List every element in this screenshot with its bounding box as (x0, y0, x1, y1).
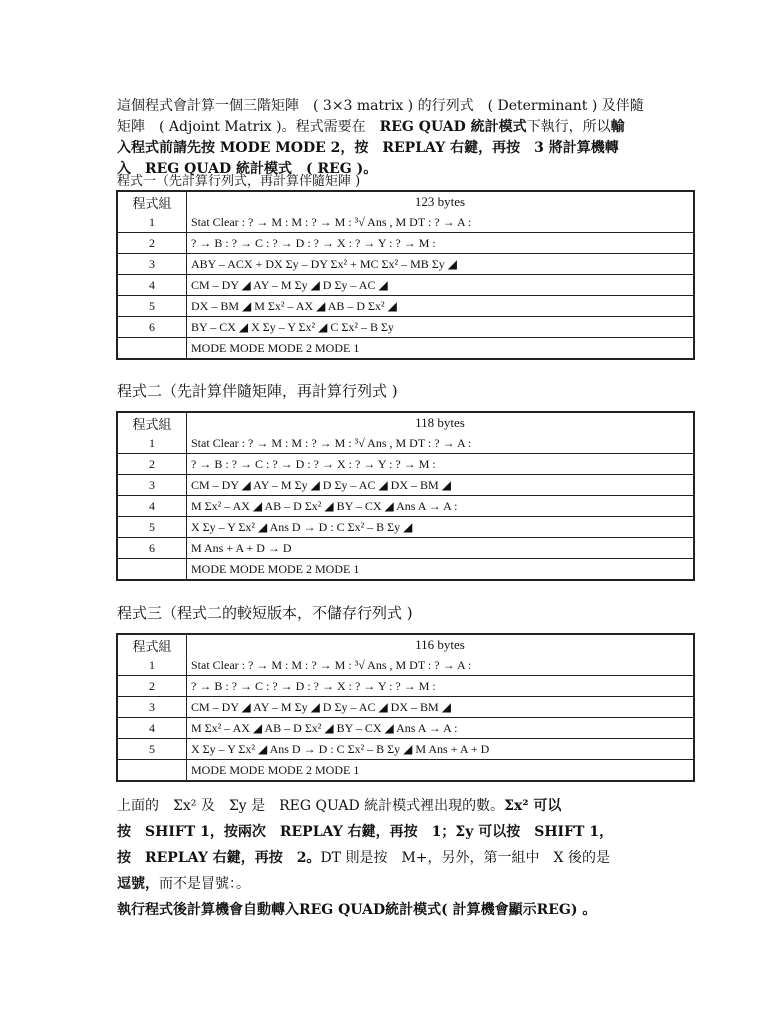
group-number-cell: 2 (118, 676, 187, 697)
code-cell: X Σy – Y Σx² ◢ Ans D → D : C Σx² – B Σy ◢ M Ans + A + D (187, 739, 693, 760)
table-row (118, 275, 693, 296)
group-number-cell (118, 338, 187, 358)
group-number-cell: 3 (118, 697, 187, 718)
group-number-cell (118, 760, 187, 780)
table-row (118, 676, 693, 697)
footer-text-bold: 按 REPLAY 右鍵，再按 2。 (117, 850, 321, 866)
intro-line-1: 這個程式會計算一個三階矩陣 ( 3×3 matrix ) 的行列式 ( Determinant ) 及伴隨 (117, 98, 644, 114)
program1-note: 程式一（先計算行列式，再計算伴隨矩陣 ) (117, 174, 361, 189)
footer-line-5: 執行程式後計算機會自動轉入REG QUAD統計模式( 計算機會顯示REG) 。 (117, 902, 597, 918)
intro-text-bold: 輸 (610, 119, 625, 135)
bytes-header: 116 bytes (187, 635, 693, 655)
footer-text: 上面的 Σx² 及 Σy 是 REG QUAD 統計模式裡出現的數。 (117, 798, 505, 814)
table-header-row (118, 192, 693, 212)
intro-text: 矩陣 ( Adjoint Matrix )。程式需要在 (117, 119, 380, 135)
group-number-cell: 3 (118, 475, 187, 496)
footer-text-bold: 逗號， (117, 876, 159, 892)
footer-line-4 (117, 871, 657, 897)
group-number-cell: 3 (118, 254, 187, 275)
intro-line-3: 入程式前請先按 MODE MODE 2，按 REPLAY 右鍵，再按 3 將計算機轉 (117, 140, 619, 156)
group-header: 程式組 (118, 413, 187, 433)
table-row (118, 296, 693, 317)
group-number-cell: 1 (118, 212, 187, 233)
bytes-header: 123 bytes (187, 192, 693, 212)
code-cell: M Σx² – AX ◢ AB – D Σx² ◢ BY – CX ◢ Ans A → A : (187, 718, 693, 739)
group-number-cell: 4 (118, 718, 187, 739)
code-cell: Stat Clear : ? → M : M : ? → M : ³√ Ans , M DT : ? → A : (187, 212, 693, 233)
table-row (118, 718, 693, 739)
group-number-cell: 4 (118, 275, 187, 296)
code-cell: Stat Clear : ? → M : M : ? → M : ³√ Ans , M DT : ? → A : (187, 433, 693, 454)
code-cell: Stat Clear : ? → M : M : ? → M : ³√ Ans , M DT : ? → A : (187, 655, 693, 676)
code-cell: ? → B : ? → C : ? → D : ? → X : ? → Y : ? → M : (187, 233, 693, 254)
footer-text-bold: Σx² 可以 (504, 798, 562, 814)
code-cell: M Ans + A + D → D (187, 538, 693, 559)
group-number-cell: 4 (118, 496, 187, 517)
group-number-cell: 1 (118, 433, 187, 454)
group-number-cell: 5 (118, 517, 187, 538)
table-row (118, 338, 693, 358)
group-number-cell: 6 (118, 317, 187, 338)
program2-table (116, 411, 695, 581)
table-row (118, 697, 693, 718)
intro-line-2 (117, 117, 657, 138)
code-cell: CM – DY ◢ AY – M Σy ◢ D Σy – AC ◢ DX – BM ◢ (187, 475, 693, 496)
footer-line-3 (117, 845, 657, 871)
code-cell: MODE MODE MODE 2 MODE 1 (187, 338, 693, 358)
code-cell: X Σy – Y Σx² ◢ Ans D → D : C Σx² – B Σy ◢ (187, 517, 693, 538)
table-row (118, 760, 693, 780)
group-number-cell: 5 (118, 296, 187, 317)
code-cell: CM – DY ◢ AY – M Σy ◢ D Σy – AC ◢ DX – BM ◢ (187, 697, 693, 718)
footer-text: DT 則是按 M+，另外，第一組中 X 後的是 (320, 850, 610, 866)
group-number-cell (118, 559, 187, 579)
table-header-row (118, 635, 693, 655)
code-cell: DX – BM ◢ M Σx² – AX ◢ AB – D Σx² ◢ (187, 296, 693, 317)
group-number-cell: 1 (118, 655, 187, 676)
intro-text: 下執行，所以 (526, 119, 611, 135)
code-cell: M Σx² – AX ◢ AB – D Σx² ◢ BY – CX ◢ Ans A → A : (187, 496, 693, 517)
table-row (118, 475, 693, 496)
footer-text: 而不是冒號：。 (159, 876, 250, 892)
table-row (118, 517, 693, 538)
intro-paragraph (117, 96, 657, 180)
code-cell: ? → B : ? → C : ? → D : ? → X : ? → Y : ? → M : (187, 454, 693, 475)
group-number-cell: 2 (118, 233, 187, 254)
reg-quad-mode-emphasis: REG QUAD 統計模式 (379, 119, 527, 135)
program1-table (116, 190, 695, 360)
table-row (118, 454, 693, 475)
table-row (118, 655, 693, 676)
program3-table (116, 633, 695, 782)
program3-heading: 程式三（程式二的較短版本，不儲存行列式 ) (117, 604, 413, 622)
program2-heading: 程式二（先計算伴隨矩陣，再計算行列式 ) (117, 382, 398, 400)
intro-line-4: 入 REG QUAD 統計模式 ( REG )。 (117, 161, 378, 177)
table-row (118, 212, 693, 233)
group-header: 程式組 (118, 192, 187, 212)
code-cell: MODE MODE MODE 2 MODE 1 (187, 559, 693, 579)
table-header-row (118, 413, 693, 433)
code-cell: CM – DY ◢ AY – M Σy ◢ D Σy – AC ◢ (187, 275, 693, 296)
bytes-header: 118 bytes (187, 413, 693, 433)
table-row (118, 538, 693, 559)
code-cell: MODE MODE MODE 2 MODE 1 (187, 760, 693, 780)
table-row (118, 739, 693, 760)
code-cell: ? → B : ? → C : ? → D : ? → X : ? → Y : ? → M : (187, 676, 693, 697)
group-number-cell: 6 (118, 538, 187, 559)
table-row (118, 433, 693, 454)
footer-paragraph (117, 793, 657, 923)
table-row (118, 254, 693, 275)
table-row (118, 233, 693, 254)
code-cell: BY – CX ◢ X Σy – Y Σx² ◢ C Σx² – B Σy (187, 317, 693, 338)
footer-line-2: 按 SHIFT 1，按兩次 REPLAY 右鍵，再按 1；Σy 可以按 SHIFT 1， (117, 824, 614, 840)
table-row (118, 559, 693, 579)
footer-line-1 (117, 793, 657, 819)
group-header: 程式組 (118, 635, 187, 655)
code-cell: ABY – ACX + DX Σy – DY Σx² + MC Σx² – MB Σy ◢ (187, 254, 693, 275)
group-number-cell: 2 (118, 454, 187, 475)
table-row (118, 496, 693, 517)
table-row (118, 317, 693, 338)
group-number-cell: 5 (118, 739, 187, 760)
